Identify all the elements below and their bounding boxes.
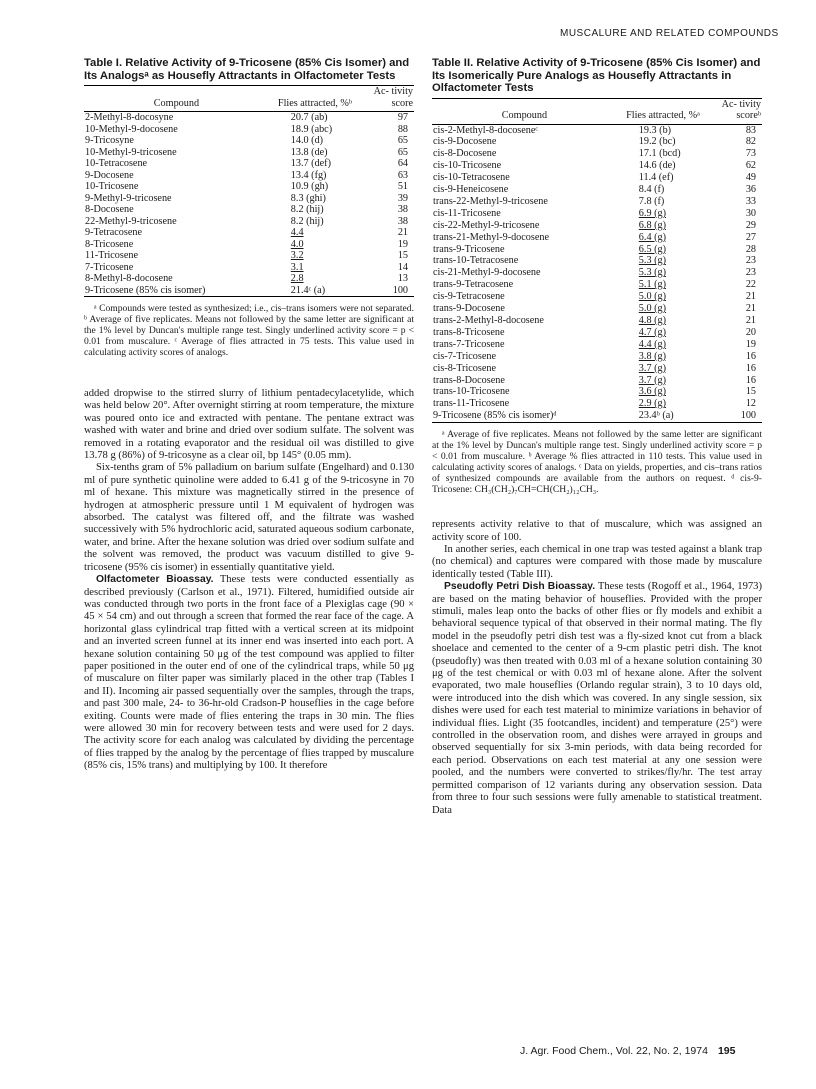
table2-header-flies: Flies attracted, %ᵃ bbox=[617, 98, 709, 124]
cell-activity-score: 100 bbox=[392, 284, 408, 296]
cell-compound: trans-21-Methyl-9-docosene bbox=[433, 231, 549, 243]
section-heading: Pseudofly Petri Dish Bioassay. bbox=[444, 581, 596, 593]
cell-flies-attracted: 14.0 (d) bbox=[290, 135, 324, 146]
cell-compound: 10-Tetracosene bbox=[85, 158, 148, 169]
cell-flies-attracted: 18.9 (abc) bbox=[290, 123, 333, 135]
cell-flies-attracted: 5.0 (g) bbox=[638, 303, 666, 315]
body-paragraph bbox=[432, 544, 762, 581]
cell-compound: 9-Methyl-9-tricosene bbox=[85, 192, 172, 204]
cell-activity-score: 83 bbox=[745, 124, 756, 136]
table1 bbox=[84, 85, 414, 297]
cell-flies-attracted: 3.8 (g) bbox=[638, 350, 666, 362]
cell-flies-attracted: 4.4 (g) bbox=[638, 338, 666, 350]
table2 bbox=[432, 98, 762, 424]
cell-flies-attracted: 6.8 (g) bbox=[638, 219, 666, 231]
table-row bbox=[84, 158, 414, 170]
table2-body bbox=[432, 124, 762, 423]
cell-flies-attracted: 5.3 (g) bbox=[638, 255, 666, 267]
cell-flies-attracted: 4.8 (g) bbox=[638, 315, 666, 326]
cell-flies-attracted: 3.7 (g) bbox=[638, 374, 666, 386]
cell-activity-score: 19 bbox=[745, 338, 756, 350]
cell-flies-attracted: 4.7 (g) bbox=[638, 326, 666, 338]
cell-compound: trans-8-Docosene bbox=[433, 374, 505, 386]
table-row bbox=[432, 136, 762, 148]
cell-flies-attracted: 3.1 bbox=[290, 261, 304, 273]
table1-body bbox=[84, 112, 414, 297]
table-row bbox=[84, 193, 414, 205]
cell-activity-score: 15 bbox=[397, 250, 408, 261]
cell-activity-score: 28 bbox=[745, 243, 756, 255]
cell-compound: cis-8-Docosene bbox=[433, 148, 497, 160]
cell-compound: 8-Tricosene bbox=[85, 238, 134, 250]
cell-flies-attracted: 3.7 (g) bbox=[638, 362, 666, 374]
cell-activity-score: 20 bbox=[745, 326, 756, 338]
cell-flies-attracted: 4.4 bbox=[290, 227, 304, 238]
cell-compound: cis-21-Methyl-9-docosene bbox=[433, 267, 541, 279]
cell-activity-score: 97 bbox=[397, 112, 408, 123]
cell-compound: cis-10-Tetracosene bbox=[433, 172, 510, 184]
cell-flies-attracted: 13.8 (de) bbox=[290, 146, 328, 158]
cell-activity-score: 15 bbox=[745, 386, 756, 398]
table2-caption: Table II. Relative Activity of 9-Tricosene (85% Cis Isomer) and Its Isomerically Pure Analogs as Housefly Attractants in Olfactometer Tests bbox=[432, 57, 761, 94]
cell-compound: 10-Methyl-9-tricosene bbox=[85, 146, 177, 158]
cell-flies-attracted: 20.7 (ab) bbox=[290, 112, 328, 123]
body-paragraph bbox=[432, 519, 762, 544]
table-row bbox=[432, 315, 762, 327]
table-row bbox=[432, 386, 762, 398]
table-row bbox=[432, 303, 762, 315]
body-paragraph bbox=[84, 574, 414, 773]
cell-compound: trans-9-Docosene bbox=[433, 303, 505, 315]
table-row bbox=[84, 135, 414, 147]
cell-activity-score: 29 bbox=[745, 219, 756, 231]
cell-compound: 9-Tricosyne bbox=[85, 135, 134, 146]
cell-compound: cis-2-Methyl-8-docoseneᶜ bbox=[433, 124, 539, 136]
cell-compound: 10-Methyl-9-docosene bbox=[85, 123, 178, 135]
table-row bbox=[432, 279, 762, 291]
table2-header-score: Ac- tivity scoreᵇ bbox=[709, 98, 762, 124]
cell-activity-score: 14 bbox=[397, 261, 408, 273]
cell-compound: 7-Tricosene bbox=[85, 261, 134, 273]
cell-compound: cis-9-Docosene bbox=[433, 136, 497, 148]
table-row bbox=[432, 398, 762, 410]
table-row bbox=[84, 124, 414, 136]
cell-compound: trans-8-Tricosene bbox=[433, 326, 505, 338]
cell-activity-score: 19 bbox=[397, 238, 408, 250]
cell-compound: cis-8-Tricosene bbox=[433, 362, 496, 374]
table1-header-score: Ac- tivity score bbox=[361, 86, 414, 112]
cell-flies-attracted: 13.7 (def) bbox=[290, 158, 331, 169]
table-row bbox=[84, 273, 414, 285]
cell-flies-attracted: 3.2 bbox=[290, 250, 304, 261]
cell-flies-attracted: 3.6 (g) bbox=[638, 386, 666, 398]
cell-activity-score: 65 bbox=[397, 146, 408, 158]
table-row bbox=[432, 363, 762, 375]
cell-activity-score: 49 bbox=[745, 172, 756, 184]
table-row bbox=[432, 351, 762, 363]
running-head: MUSCALURE AND RELATED COMPOUNDS bbox=[560, 28, 779, 39]
body-paragraph bbox=[84, 388, 414, 462]
cell-flies-attracted: 19.3 (b) bbox=[638, 124, 672, 136]
cell-activity-score: 62 bbox=[745, 160, 756, 172]
cell-flies-attracted: 6.9 (g) bbox=[638, 207, 666, 219]
table-row bbox=[432, 196, 762, 208]
cell-flies-attracted: 14.6 (de) bbox=[638, 160, 676, 172]
table-row bbox=[432, 124, 762, 136]
cell-flies-attracted: 13.4 (fg) bbox=[290, 169, 327, 181]
cell-compound: 2-Methyl-8-docosyne bbox=[85, 112, 174, 123]
cell-activity-score: 63 bbox=[397, 169, 408, 181]
table-row bbox=[84, 147, 414, 159]
paragraph-text: represents activity relative to that of muscalure, which was assigned an activity score of 100. bbox=[432, 519, 762, 543]
table2-header-compound: Compound bbox=[432, 98, 617, 124]
cell-flies-attracted: 8.3 (ghi) bbox=[290, 192, 326, 204]
cell-activity-score: 27 bbox=[745, 231, 756, 243]
cell-activity-score: 100 bbox=[740, 410, 756, 422]
cell-activity-score: 38 bbox=[397, 204, 408, 215]
paragraph-text: In another series, each chemical in one trap was tested against a blank trap (no chemical) and captures were compared with those made by muscalure identically tested (Table III). bbox=[432, 543, 762, 580]
cell-activity-score: 65 bbox=[397, 135, 408, 146]
cell-activity-score: 64 bbox=[397, 158, 408, 169]
right-body-text bbox=[432, 519, 762, 817]
cell-compound: 8-Docosene bbox=[85, 204, 134, 215]
table-row bbox=[432, 232, 762, 244]
table-row bbox=[84, 112, 414, 124]
table-row bbox=[432, 375, 762, 387]
cell-activity-score: 23 bbox=[745, 267, 756, 279]
cell-activity-score: 30 bbox=[745, 207, 756, 219]
cell-compound: trans-11-Tricosene bbox=[433, 398, 510, 410]
paragraph-text: These tests (Rogoff et al., 1964, 1973) are based on the mating behavior of houseflies. Provided with the proper stimuli, males leap onto the backs of other flies or fly models and exhibit a behavioral sequence typical of that observed in their normal mating. The fly model in the pseudofly petri dish test was a fly-sized knot cut from a black shoelace and cemented to the center of a 9-cm plastic petri dish. The knot (pseudofly) was then treated with 0.03 ml of a hexane solution containing 30 μg of the test chemical or with 0.03 ml of hexane alone. After the solvent evaporated, two male houseflies (Orlando regular strain), 3 to 10 days old, were introduced into the dish which was covered. In any single session, six dishes were used for each test material to minimize variations in behavior of individual flies. Light (35 footcandles, incident) and temperature (25°) were controlled in the observation room, and dishes were arrayed in groups and observed sequentially for six 3-min periods, with data being recorded for each period. Observations on each test material at any one session were pooled, and the numbers were converted to strikes/fly/hr. The test array permitted comparison of 12 variants during any observation session. Data from three to four such sessions were fully amenable to statistical treatment. Data bbox=[432, 581, 763, 816]
cell-activity-score: 16 bbox=[745, 350, 756, 362]
cell-compound: trans-10-Tricosene bbox=[433, 386, 510, 398]
table-row bbox=[432, 410, 762, 422]
cell-flies-attracted: 4.0 bbox=[290, 238, 304, 250]
cell-activity-score: 23 bbox=[745, 255, 756, 267]
cell-flies-attracted: 2.8 bbox=[290, 273, 304, 284]
cell-activity-score: 22 bbox=[745, 279, 756, 291]
cell-flies-attracted: 5.3 (g) bbox=[638, 267, 666, 279]
page-number: 195 bbox=[717, 1045, 736, 1057]
cell-activity-score: 12 bbox=[745, 398, 756, 410]
cell-flies-attracted: 8.4 (f) bbox=[638, 184, 665, 196]
table-row bbox=[432, 184, 762, 196]
section-heading: Olfactometer Bioassay. bbox=[96, 574, 214, 586]
cell-activity-score: 16 bbox=[745, 362, 756, 374]
cell-activity-score: 21 bbox=[745, 315, 756, 326]
right-column bbox=[432, 57, 762, 817]
left-column bbox=[84, 57, 414, 773]
body-paragraph bbox=[84, 462, 414, 574]
table1-header-compound: Compound bbox=[84, 86, 269, 112]
cell-compound: cis-9-Heneicosene bbox=[433, 184, 509, 196]
cell-activity-score: 13 bbox=[397, 273, 408, 284]
cell-compound: 22-Methyl-9-tricosene bbox=[85, 215, 177, 227]
table-row bbox=[432, 208, 762, 220]
body-paragraph bbox=[432, 581, 762, 817]
cell-compound: cis-9-Tetracosene bbox=[433, 291, 505, 303]
cell-activity-score: 51 bbox=[397, 181, 408, 192]
table-row bbox=[84, 204, 414, 216]
table-row bbox=[432, 291, 762, 303]
paragraph-text: added dropwise to the stirred slurry of lithium pentadecylacetylide, which was held below 20°. After overnight stirring at room temperature, the mixture was poured onto ice and extracted with pentane. The pentane extract was washed with water and brine and dried over sodium sulfate. The solvent was removed in a rotating evaporator and the residual oil was distilled to give 13.78 g (86%) of 9-tricosyne as a clear oil, bp 145° (0.05 mm). bbox=[84, 388, 414, 462]
cell-flies-attracted: 7.8 (f) bbox=[638, 195, 665, 207]
table-row bbox=[84, 262, 414, 274]
table2-footnote: ᵃ Average of five replicates. Means not followed by the same letter are significant at the 1% level by Duncan's multiple range test. Singly underlined activity score = p < 0.01 from muscalure. ᵇ Average % flies attracted in 110 tests. This value used in calculating activity scores of analogs. ᶜ Data on yields, properties, and cis–trans ratios of synthesized compounds are available from the authors on request. ᵈ cis-9-Tricosene: CH₃(CH₂)₇CH=CH(CH₂)₁₂CH₃. bbox=[432, 429, 762, 496]
cell-flies-attracted: 21.4ᶜ (a) bbox=[290, 284, 326, 296]
cell-compound: 11-Tricosene bbox=[85, 250, 139, 261]
table-row bbox=[432, 160, 762, 172]
cell-compound: 8-Methyl-8-docosene bbox=[85, 273, 173, 284]
cell-compound: trans-7-Tricosene bbox=[433, 338, 505, 350]
cell-activity-score: 82 bbox=[745, 136, 756, 148]
table-row bbox=[432, 267, 762, 279]
cell-flies-attracted: 19.2 (bc) bbox=[638, 136, 676, 148]
cell-compound: 9-Tricosene (85% cis isomer) bbox=[85, 284, 206, 296]
cell-compound: 9-Tetracosene bbox=[85, 227, 142, 238]
cell-flies-attracted: 5.0 (g) bbox=[638, 291, 666, 303]
paragraph-text: Six-tenths gram of 5% palladium on barium sulfate (Engelhard) and 0.130 ml of pure synthetic quinoline were added to 6.41 g of the 9-tricosyne in 70 ml of hexane. This mixture was magnetically stirred in the presence of hydrogen at atmospheric pressure until 1 M equivalent of hydrogen was absorbed. The catalyst was filtered off, and the filtrate was washed successively with 5% hydrochloric acid, saturated aqueous sodium carbonate, water, and brine. After the hexane solution was dried over sodium sulfate and the solvent was removed, the product was vacuum distilled to give 9-tricosene (95% cis isomer) in essentially quantitative yield. bbox=[84, 462, 414, 573]
cell-compound: cis-7-Tricosene bbox=[433, 350, 496, 362]
cell-activity-score: 21 bbox=[745, 303, 756, 315]
table-row bbox=[432, 339, 762, 351]
cell-compound: cis-22-Methyl-9-tricosene bbox=[433, 219, 540, 231]
cell-activity-score: 39 bbox=[397, 192, 408, 204]
table-row bbox=[432, 255, 762, 267]
cell-compound: 10-Tricosene bbox=[85, 181, 139, 192]
cell-activity-score: 73 bbox=[745, 148, 756, 160]
cell-flies-attracted: 23.4ᵇ (a) bbox=[638, 410, 674, 422]
journal-footer bbox=[520, 1045, 735, 1057]
table-row bbox=[84, 181, 414, 193]
journal-citation: J. Agr. Food Chem., Vol. 22, No. 2, 1974 bbox=[520, 1045, 708, 1057]
cell-compound: 9-Docosene bbox=[85, 169, 134, 181]
table-row bbox=[84, 227, 414, 239]
cell-activity-score: 88 bbox=[397, 123, 408, 135]
cell-compound: cis-11-Tricosene bbox=[433, 207, 501, 219]
cell-activity-score: 21 bbox=[397, 227, 408, 238]
cell-flies-attracted: 8.2 (hij) bbox=[290, 215, 324, 227]
cell-compound: trans-2-Methyl-8-docosene bbox=[433, 315, 544, 326]
cell-flies-attracted: 8.2 (hij) bbox=[290, 204, 324, 215]
cell-activity-score: 38 bbox=[397, 215, 408, 227]
cell-flies-attracted: 17.1 (bcd) bbox=[638, 148, 681, 160]
cell-flies-attracted: 2.9 (g) bbox=[638, 398, 666, 410]
cell-flies-attracted: 6.5 (g) bbox=[638, 243, 666, 255]
table-row bbox=[432, 148, 762, 160]
cell-compound: trans-9-Tricosene bbox=[433, 243, 505, 255]
left-body-text bbox=[84, 388, 414, 773]
table-row bbox=[84, 250, 414, 262]
cell-flies-attracted: 6.4 (g) bbox=[638, 231, 666, 243]
table1-caption: Table I. Relative Activity of 9-Tricosene (85% Cis Isomer) and Its Analogsᵃ as Housefly Attractants in Olfactometer Tests bbox=[84, 57, 410, 82]
cell-flies-attracted: 5.1 (g) bbox=[638, 279, 666, 291]
cell-flies-attracted: 11.4 (ef) bbox=[638, 172, 674, 184]
cell-compound: cis-10-Tricosene bbox=[433, 160, 502, 172]
cell-activity-score: 21 bbox=[745, 291, 756, 303]
paragraph-text: These tests were conducted essentially as described previously (Carlson et al., 1971). Filtered, humidified outside air was conducted through two ports in the front face of a Plexiglas cage (90 × 45 × 54 cm) and out through a screen that formed the rear face of the cage. A horizontal glass cylindrical trap fitted with a vertical screen at its midpoint and an inverted screen funnel at its inner end was inserted into each port. A hexane solution containing 50 μg of the test compound was applied to filter paper positioned in the outer end of one of the cylindrical traps, while 50 μg of muscalure on filter paper was similarly placed in the other trap (Tables I and II). Incoming air passed sequentially over the samples, through the traps, and past 300 male, 24- to 36-hr-old Cradson-P houseflies in the cage before exiting. Counts were made of flies entering the traps in 30 min. The flies were allowed 30 min for recovery between tests and were used for 2 days. The activity score for each analog was calculated by dividing the percentage of flies trapped by the analog by the percentage of flies trapped by muscalure (85% cis, 15% trans) and multiplying by 100. It therefore bbox=[84, 574, 414, 772]
table-row bbox=[84, 285, 414, 297]
table-row bbox=[84, 216, 414, 228]
table-row bbox=[432, 220, 762, 232]
cell-compound: 9-Tricosene (85% cis isomer)ᵈ bbox=[433, 410, 557, 422]
table-row bbox=[432, 327, 762, 339]
cell-compound: trans-9-Tetracosene bbox=[433, 279, 514, 291]
cell-activity-score: 36 bbox=[745, 184, 756, 196]
table1-header-flies: Flies attracted, %ᵇ bbox=[269, 86, 361, 112]
table1-footnote: ᵃ Compounds were tested as synthesized; i.e., cis–trans isomers were not separated. ᵇ Average of five replicates. Means not followed by the same letter are significant at the 1% level by Duncan's multiple range test. Singly underlined activity score = p < 0.01 from muscalure. ᶜ Average of flies attracted in 75 tests. This value used in calculating activity scores of analogs. bbox=[84, 303, 414, 358]
cell-activity-score: 33 bbox=[745, 195, 756, 207]
table-row bbox=[84, 170, 414, 182]
table-row bbox=[432, 244, 762, 256]
cell-flies-attracted: 10.9 (gh) bbox=[290, 181, 329, 192]
cell-compound: trans-10-Tetracosene bbox=[433, 255, 519, 267]
cell-activity-score: 16 bbox=[745, 374, 756, 386]
table-row bbox=[84, 239, 414, 251]
cell-compound: trans-22-Methyl-9-tricosene bbox=[433, 195, 548, 207]
table-row bbox=[432, 172, 762, 184]
